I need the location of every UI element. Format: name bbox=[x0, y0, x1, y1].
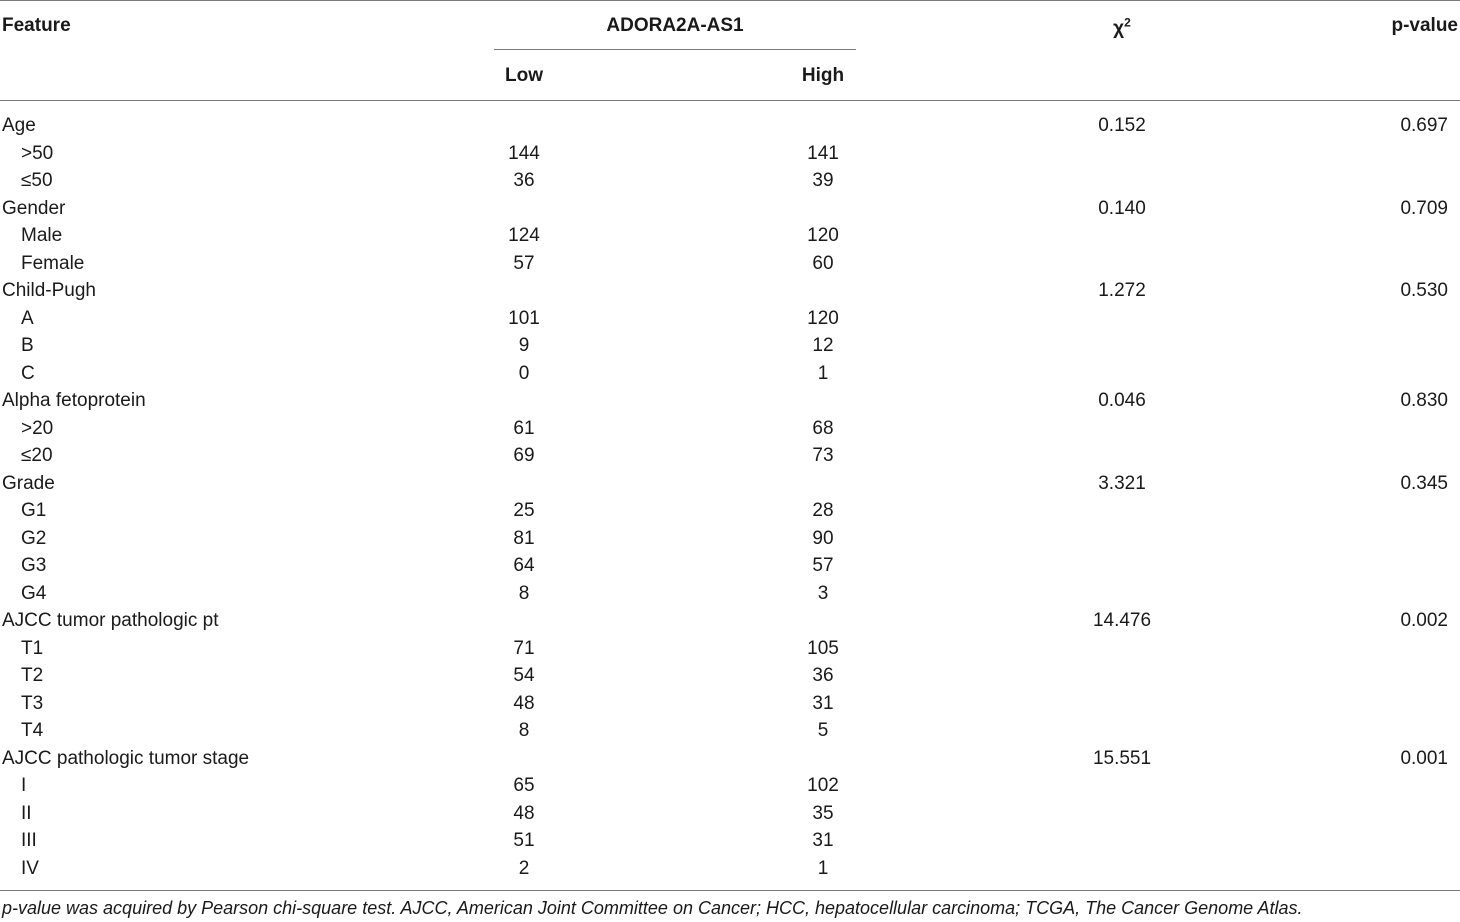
cell-high: 1 bbox=[817, 362, 829, 384]
table-subrow bbox=[0, 497, 1460, 525]
cell-feature: Age bbox=[2, 115, 36, 136]
cell-pvalue: 0.002 bbox=[1400, 610, 1448, 631]
cell-feature: Grade bbox=[2, 472, 55, 494]
table-subrow bbox=[0, 140, 1460, 168]
table-subrow bbox=[0, 827, 1460, 855]
cell-low: 124 bbox=[508, 225, 540, 246]
cell-feature: G1 bbox=[21, 500, 47, 521]
cell-feature: Male bbox=[21, 225, 63, 246]
cell-low: 25 bbox=[513, 500, 535, 521]
cell-high: 12 bbox=[812, 335, 834, 356]
cell-chi-square: 0.152 bbox=[1098, 115, 1146, 136]
cell-high: 1 bbox=[817, 857, 829, 879]
table-subrow bbox=[0, 305, 1460, 333]
cell-low: 8 bbox=[518, 582, 530, 604]
cell-high: 102 bbox=[807, 775, 839, 796]
cell-high: 39 bbox=[812, 170, 834, 191]
cell-high: 3 bbox=[817, 582, 829, 604]
cell-feature: III bbox=[21, 830, 37, 851]
cell-low: 2 bbox=[518, 857, 530, 879]
cell-chi-square: 0.140 bbox=[1098, 197, 1146, 219]
cell-high: 68 bbox=[812, 417, 834, 439]
table-subrow bbox=[0, 525, 1460, 553]
cell-chi-square: 0.046 bbox=[1098, 390, 1146, 411]
cell-feature: ≤20 bbox=[21, 445, 53, 466]
cell-chi-square: 14.476 bbox=[1092, 610, 1152, 631]
cell-pvalue: 0.345 bbox=[1400, 472, 1448, 494]
cell-low: 48 bbox=[513, 802, 535, 824]
cell-feature: Gender bbox=[2, 197, 66, 219]
cell-high: 31 bbox=[812, 692, 834, 714]
header-group-rule bbox=[494, 49, 856, 50]
cell-feature: A bbox=[21, 307, 34, 329]
table-subrow bbox=[0, 800, 1460, 828]
table-subrow bbox=[0, 250, 1460, 278]
cell-low: 36 bbox=[513, 170, 535, 191]
table-category-row bbox=[0, 607, 1460, 635]
cell-high: 28 bbox=[812, 500, 834, 521]
chi-superscript: 2 bbox=[1124, 15, 1131, 30]
table-top-rule bbox=[0, 0, 1460, 1]
cell-low: 101 bbox=[508, 307, 540, 329]
cell-high: 60 bbox=[812, 252, 834, 274]
cell-high: 5 bbox=[817, 720, 829, 741]
header-low: Low bbox=[505, 65, 543, 86]
cell-feature: G3 bbox=[21, 555, 47, 576]
table-subrow bbox=[0, 360, 1460, 388]
cell-low: 8 bbox=[518, 720, 530, 741]
cell-feature: AJCC pathologic tumor stage bbox=[2, 747, 250, 769]
cell-high: 31 bbox=[812, 830, 834, 851]
cell-feature: Child-Pugh bbox=[2, 280, 96, 301]
table-category-row bbox=[0, 745, 1460, 773]
header-high: High bbox=[801, 65, 845, 86]
cell-feature: C bbox=[21, 362, 35, 384]
header-group-title: ADORA2A-AS1 bbox=[606, 15, 744, 36]
cell-pvalue: 0.709 bbox=[1400, 197, 1448, 219]
table-subrow bbox=[0, 662, 1460, 690]
cell-low: 51 bbox=[513, 830, 535, 851]
cell-high: 73 bbox=[812, 445, 834, 466]
cell-chi-square: 1.272 bbox=[1098, 280, 1146, 301]
cell-feature: T2 bbox=[21, 665, 44, 686]
cell-high: 120 bbox=[807, 307, 839, 329]
cell-pvalue: 0.001 bbox=[1400, 747, 1448, 769]
table-body bbox=[0, 112, 1460, 882]
cell-feature: ≤50 bbox=[21, 170, 53, 191]
cell-high: 57 bbox=[812, 555, 834, 576]
cell-chi-square: 3.321 bbox=[1098, 472, 1146, 494]
cell-high: 90 bbox=[812, 527, 834, 549]
table-subrow bbox=[0, 332, 1460, 360]
table-category-row bbox=[0, 112, 1460, 140]
cell-high: 141 bbox=[807, 142, 839, 164]
header-feature: Feature bbox=[2, 15, 71, 36]
cell-low: 48 bbox=[513, 692, 535, 714]
cell-low: 9 bbox=[518, 335, 530, 356]
table-category-row bbox=[0, 470, 1460, 498]
cell-feature: G2 bbox=[21, 527, 47, 549]
cell-high: 35 bbox=[812, 802, 834, 824]
cell-low: 61 bbox=[513, 417, 535, 439]
cell-high: 105 bbox=[807, 637, 839, 659]
table-subrow bbox=[0, 167, 1460, 195]
chi-symbol: χ bbox=[1113, 18, 1125, 39]
table-subrow bbox=[0, 855, 1460, 883]
table-category-row bbox=[0, 387, 1460, 415]
table-subrow bbox=[0, 580, 1460, 608]
cell-pvalue: 0.830 bbox=[1400, 390, 1448, 411]
table-footnote: p-value was acquired by Pearson chi-square test. AJCC, American Joint Committee on Cancer; HCC, hepatocellular carcinoma; TCGA, The Cancer Genome Atlas. bbox=[2, 898, 1303, 918]
table-category-row bbox=[0, 195, 1460, 223]
cell-low: 144 bbox=[508, 142, 540, 164]
cell-low: 0 bbox=[518, 362, 530, 384]
cell-low: 54 bbox=[513, 665, 535, 686]
cell-pvalue: 0.530 bbox=[1400, 280, 1448, 301]
cell-feature: Female bbox=[21, 252, 85, 274]
table-bottom-rule bbox=[0, 890, 1460, 891]
cell-feature: G4 bbox=[21, 582, 47, 604]
cell-feature: >50 bbox=[21, 142, 54, 164]
cell-feature: >20 bbox=[21, 417, 54, 439]
cell-low: 64 bbox=[513, 555, 535, 576]
cell-high: 36 bbox=[812, 665, 834, 686]
cell-low: 69 bbox=[513, 445, 535, 466]
cell-low: 71 bbox=[513, 637, 535, 659]
cell-feature: T4 bbox=[21, 720, 44, 741]
cell-feature: Alpha fetoprotein bbox=[2, 390, 146, 411]
cell-feature: T1 bbox=[21, 637, 44, 659]
cell-low: 57 bbox=[513, 252, 535, 274]
cell-low: 81 bbox=[513, 527, 535, 549]
header-bottom-rule bbox=[0, 100, 1460, 101]
header-pvalue: p-value bbox=[1391, 15, 1458, 36]
table-category-row bbox=[0, 277, 1460, 305]
table-subrow bbox=[0, 635, 1460, 663]
table-subrow bbox=[0, 552, 1460, 580]
table-subrow bbox=[0, 442, 1460, 470]
table-subrow bbox=[0, 772, 1460, 800]
cell-feature: AJCC tumor pathologic pt bbox=[2, 610, 219, 631]
table-subrow bbox=[0, 690, 1460, 718]
header-chi-square bbox=[1072, 17, 1172, 41]
table-subrow bbox=[0, 222, 1460, 250]
cell-feature: II bbox=[21, 802, 32, 824]
table-subrow bbox=[0, 717, 1460, 745]
cell-chi-square: 15.551 bbox=[1092, 747, 1152, 769]
cell-feature: IV bbox=[21, 857, 39, 879]
cell-high: 120 bbox=[807, 225, 839, 246]
cell-feature: B bbox=[21, 335, 34, 356]
cell-pvalue: 0.697 bbox=[1400, 115, 1448, 136]
cell-feature: T3 bbox=[21, 692, 44, 714]
cell-feature: I bbox=[21, 775, 27, 796]
table-subrow bbox=[0, 415, 1460, 443]
cell-low: 65 bbox=[513, 775, 535, 796]
